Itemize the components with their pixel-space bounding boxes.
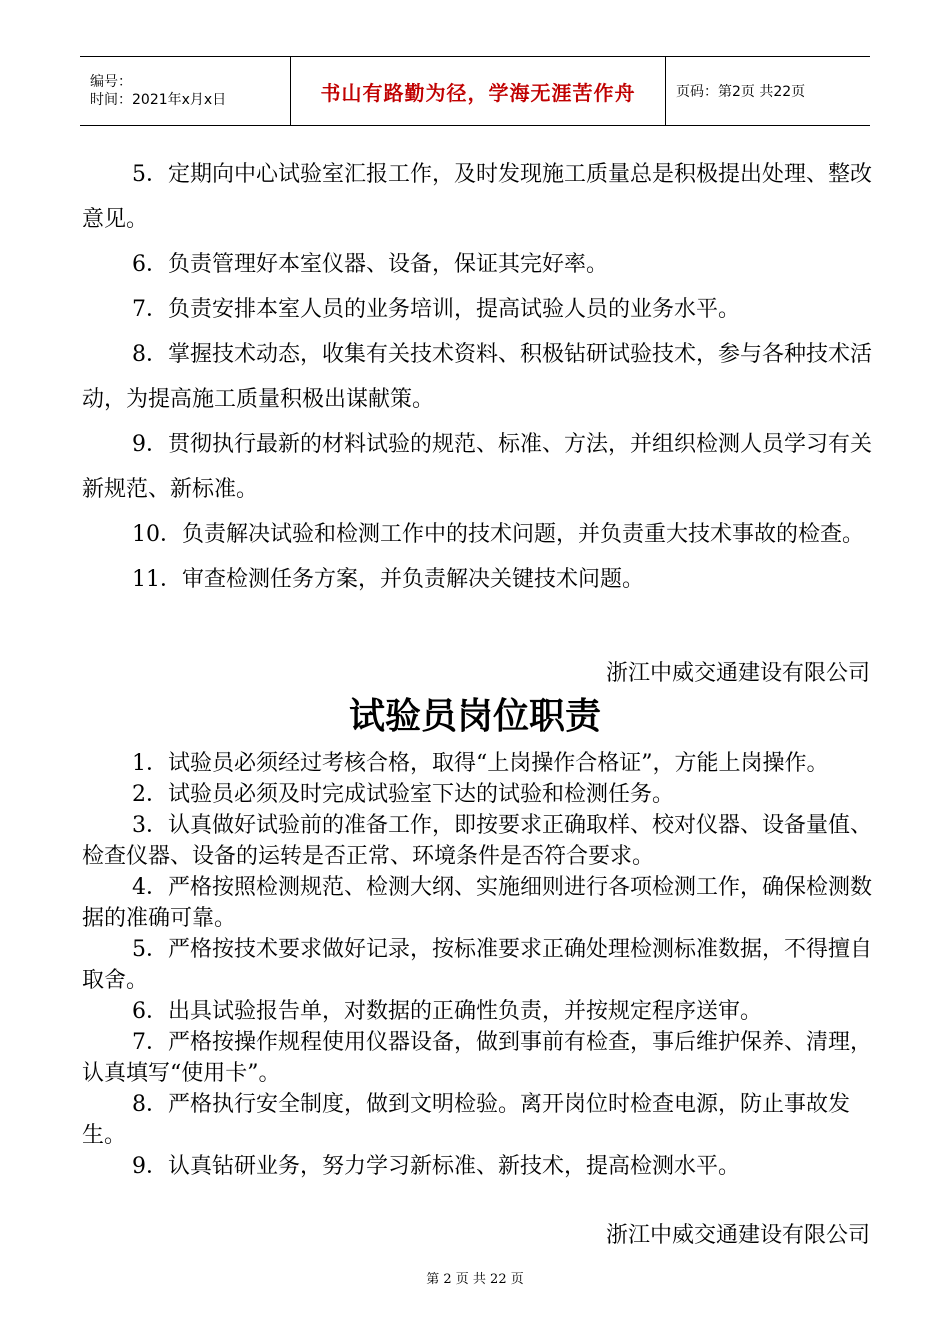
tester-duty-item: 7．严格按操作规程使用仪器设备，做到事前有检查，事后维护保养、清理，认真填写“使用卡”。 [82,1030,872,1086]
document-number-label: 编号： [90,74,132,90]
duty-item: 5．定期向中心试验室汇报工作，及时发现施工质量总是积极提出处理、整改意见。 [82,162,872,232]
page-header [80,56,870,126]
duty-item: 8．掌握技术动态，收集有关技术资料、积极钻研试验技术，参与各种技术活动，为提高施工质量积极出谋献策。 [82,342,872,412]
tester-duty-item: 4．严格按照检测规范、检测大纲、实施细则进行各项检测工作，确保检测数据的准确可靠。 [82,875,872,931]
page-footer: 第 2 页 共 22 页 [426,1272,524,1287]
company-signature: 浙江中威交通建设有限公司 [605,661,870,686]
duties-list-continued [82,152,872,602]
duty-item: 6．负责管理好本室仪器、设备，保证其完好率。 [132,252,608,277]
duty-item: 11．审查检测任务方案，并负责解决关键技术问题。 [132,567,644,592]
section-title: 试验员岗位职责 [348,696,601,737]
header-page-label: 页码：第2页 共22页 [676,84,806,100]
header-page-cell [666,57,805,125]
header-motto: 书山有路勤为径，学海无涯苦作舟 [320,80,636,105]
duty-item: 10．负责解决试验和检测工作中的技术问题，并负责重大技术事故的检查。 [132,522,864,547]
tester-duty-item: 5．严格按技术要求做好记录，按标准要求正确处理检测标准数据，不得擅自取舍。 [82,937,872,993]
tester-duty-item: 6．出具试验报告单，对数据的正确性负责，并按规定程序送审。 [132,999,762,1024]
header-motto-cell [291,57,666,125]
tester-duty-item: 3．认真做好试验前的准备工作，即按要求正确取样、校对仪器、设备量值、检查仪器、设备的运转是否正常、环境条件是否符合要求。 [82,813,872,869]
company-signature: 浙江中威交通建设有限公司 [605,1223,870,1248]
document-time-label: 时间：2021年x月x日 [90,92,227,108]
header-meta [80,57,291,125]
duty-item: 9．贯彻执行最新的材料试验的规范、标准、方法，并组织检测人员学习有关新规范、新标准。 [82,432,872,502]
tester-duty-item: 2．试验员必须及时完成试验室下达的试验和检测任务。 [132,782,674,807]
tester-duty-item: 8．严格执行安全制度，做到文明检验。离开岗位时检查电源，防止事故发生。 [82,1092,850,1148]
tester-duty-item: 9．认真钻研业务，努力学习新标准、新技术，提高检测水平。 [132,1154,740,1179]
tester-duties-list [82,748,882,1182]
tester-duty-item: 1．试验员必须经过考核合格，取得“上岗操作合格证”，方能上岗操作。 [132,751,829,776]
duty-item: 7．负责安排本室人员的业务培训，提高试验人员的业务水平。 [132,297,740,322]
